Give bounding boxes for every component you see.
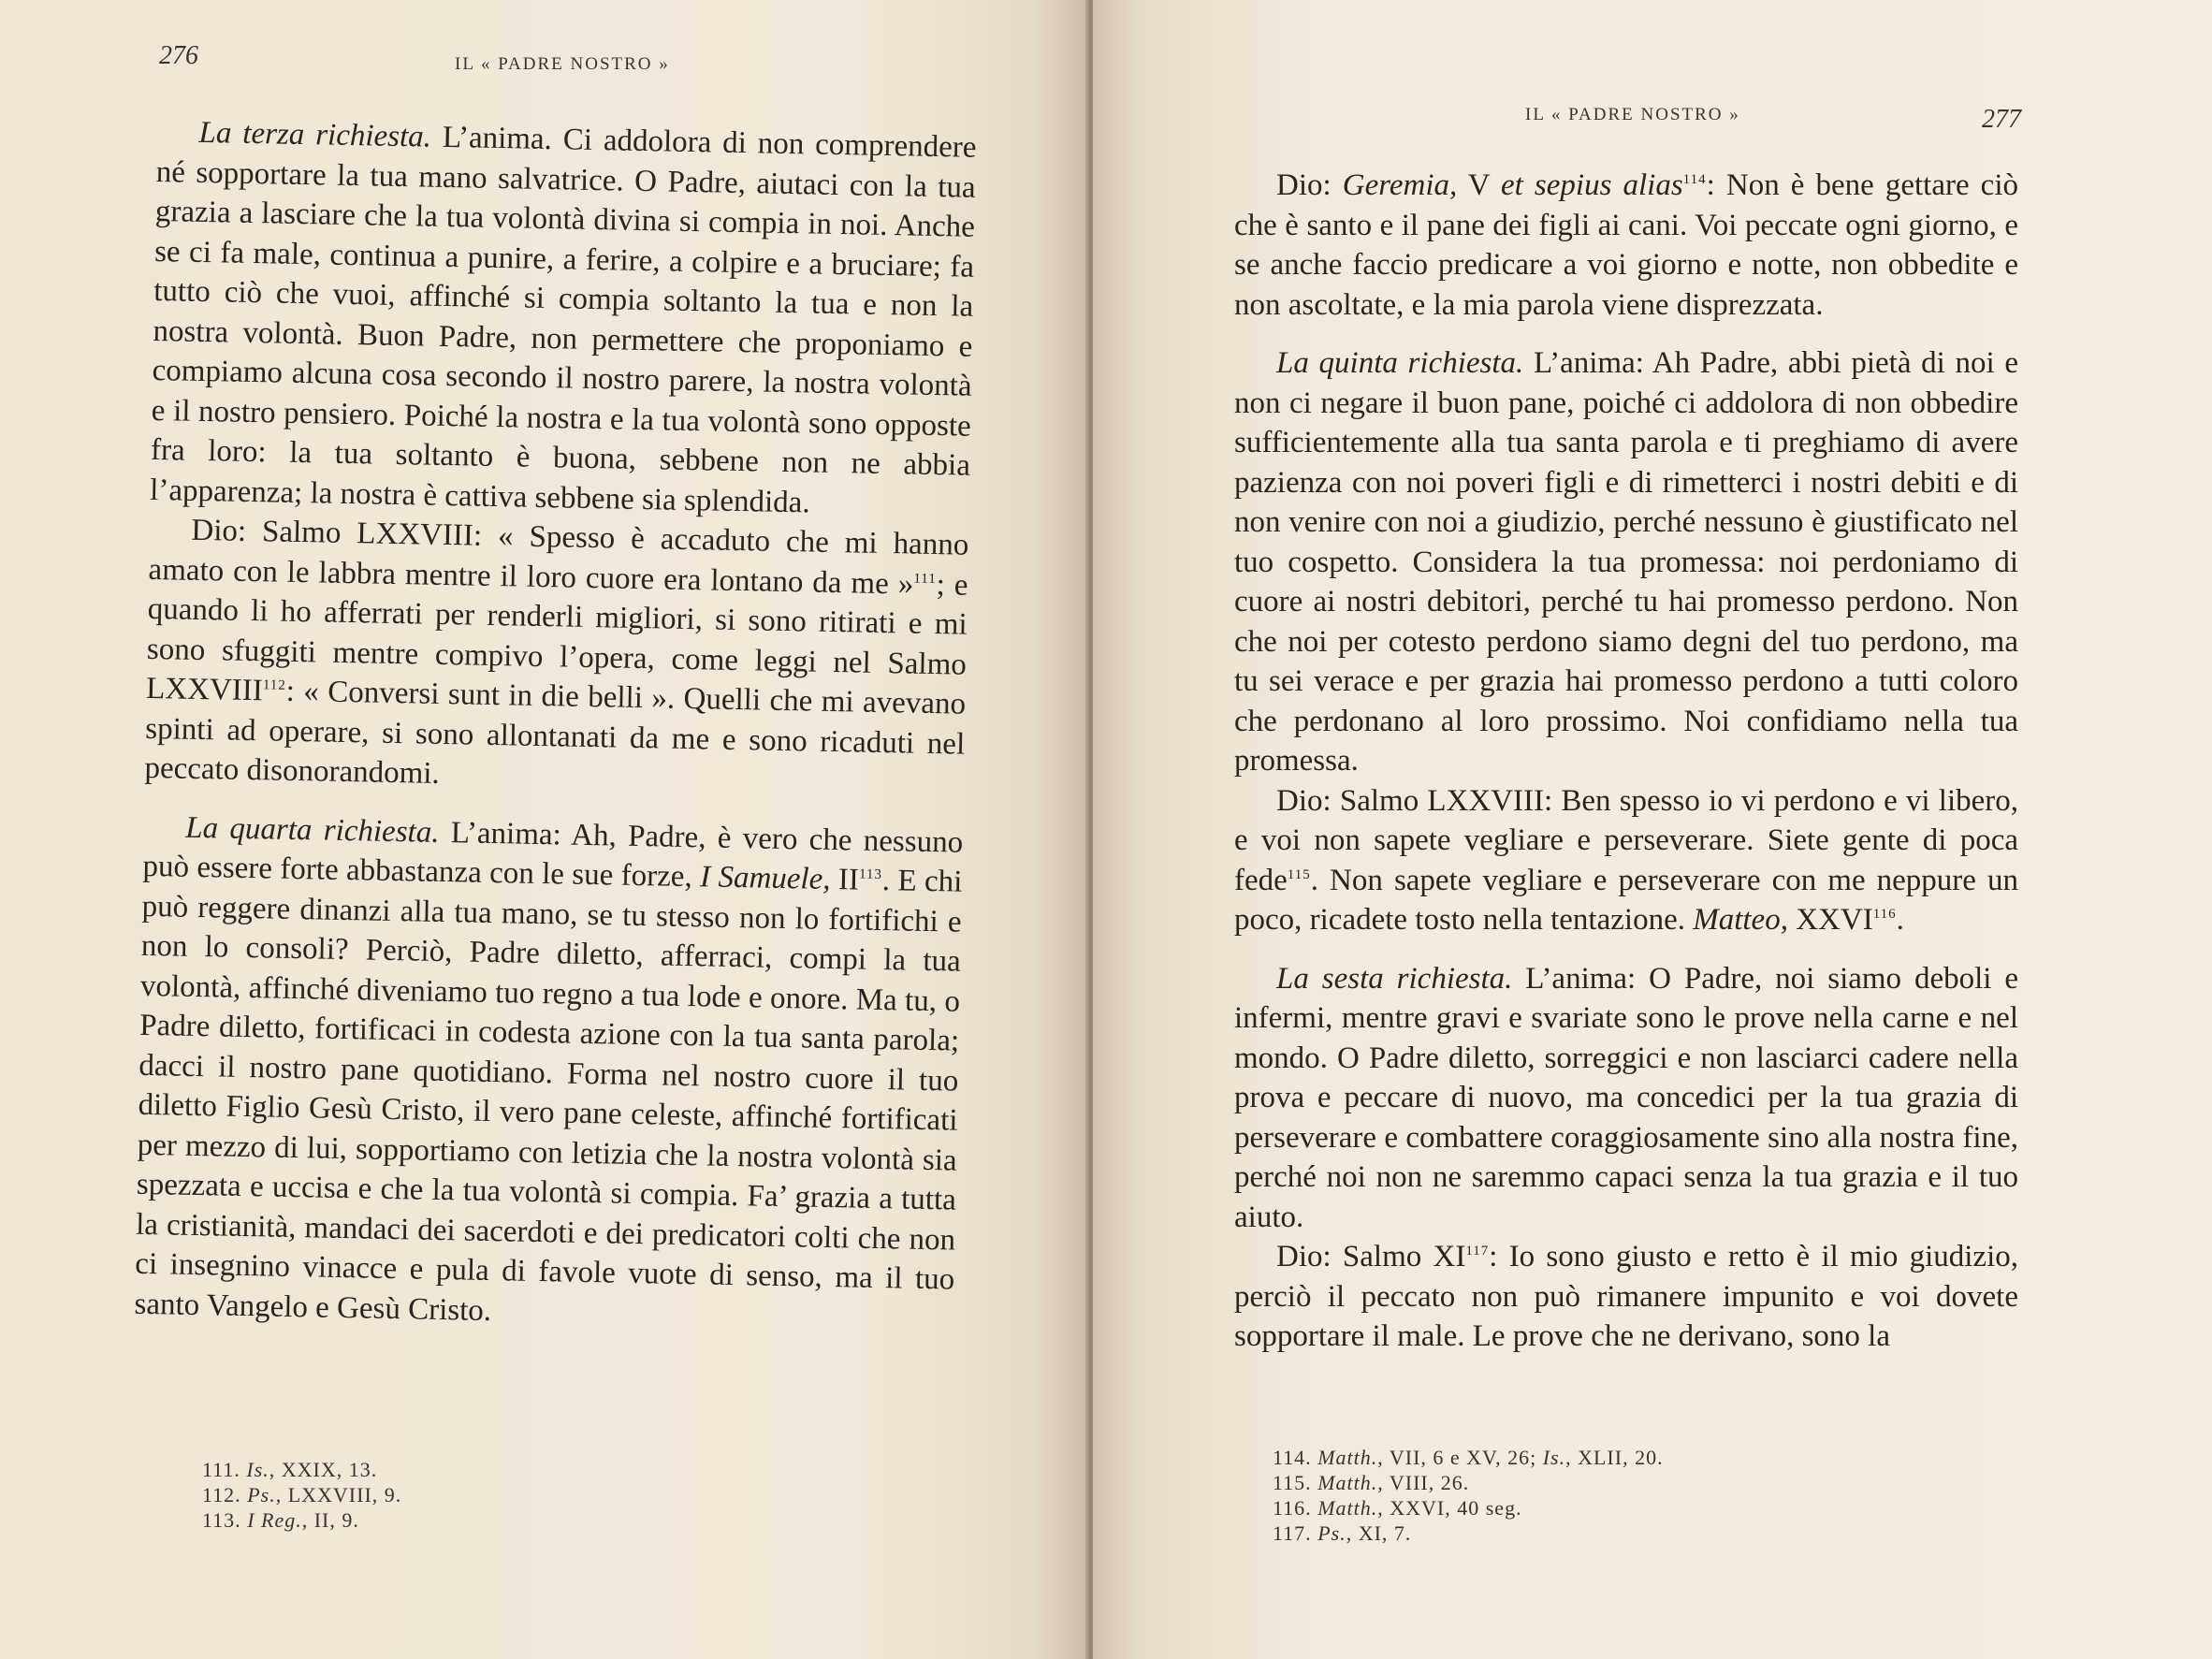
footnote-ref[interactable]: 112 [262, 677, 286, 693]
footnote-ref[interactable]: 114 [1682, 172, 1707, 187]
footnote-ref[interactable]: 111 [913, 571, 937, 587]
section-lead: La sesta richiesta. [1276, 961, 1513, 996]
page-number: 276 [159, 41, 198, 70]
footnote: 114. Matth., VII, 6 e XV, 26; Is., XLII, 20. [1273, 1446, 1664, 1469]
paragraph: La terza richiesta. L’anima. Ci addolora di non comprendere né sopportare la tua mano salvatrice. O Padre, aiutaci con la tua grazia a lasciare che la tua volontà divina si compia in noi. Anche se ci fa male, continua a punire, a ferire, a colpire e a bruciare; fa tutto ciò che vuoi, affinché si compia soltanto la tua e non la nostra volontà. Buon Padre, non permettere che proponiamo e compiamo alcuna cosa secondo il nostro parere, la nostra volontà e il nostro pensiero. Poiché la nostra e la tua volontà sono opposte fra loro: la tua soltanto è buona, sebbene non ne abbia l’apparenza; la nostra è cattiva sebbene sia splendida. [149, 115, 977, 519]
section-lead: La terza richiesta. [198, 115, 432, 154]
footnotes [202, 1457, 401, 1533]
body-text [134, 112, 977, 1340]
footnote: 111. Is., XXIX, 13. [202, 1458, 378, 1481]
footnote-ref[interactable]: 113 [858, 866, 883, 883]
footnote: 115. Matth., VIII, 26. [1273, 1471, 1470, 1494]
footnotes [1273, 1445, 1664, 1546]
running-head: IL « PADRE NOSTRO » [1525, 105, 1740, 124]
footnote-ref[interactable]: 115 [1287, 866, 1311, 882]
page-number: 277 [1982, 105, 2021, 134]
left-page [0, 0, 1089, 1659]
footnote: 116. Matth., XXVI, 40 seg. [1273, 1496, 1522, 1520]
footnote: 117. Ps., XI, 7. [1273, 1521, 1412, 1545]
paragraph: La quarta richiesta. L’anima: Ah, Padre, è vero che nessuno può essere forte abbastanza con le sue forze, I Samuele, II$^{113}$. E chi può reggere dinanzi alla tua mano, se tu stesso non lo fortifichi e non lo consoli? Perciò, Padre diletto, afferraci, compi la tua volontà, affinché diveniamo tuo regno a tua lode e onore. Ma tu, o Padre diletto, fortificaci in codesta azione con la tua santa parola; dacci il nostro pane quotidiano. Forma nel nostro cuore il tuo diletto Figlio Gesù Cristo, il vero pane celeste, affinché fortificati per mezzo di lui, sopportiamo con letizia che la nostra volontà sia spezzata e uccisa e che la tua volontà si compia. Fa’ grazia a tutta la cristianità, mandaci dei sacerdoti e dei predicatori colti che non ci insegnino vinacce e pula di favole vuote di senso, ma il tuo santo Vangelo e Gesù Cristo. [134, 810, 964, 1328]
footnote-ref[interactable]: 116 [1872, 907, 1897, 922]
footnote: 113. I Reg., II, 9. [202, 1508, 359, 1532]
paragraph: La sesta richiesta. L’anima: O Padre, noi siamo deboli e infermi, mentre gravi e svariate sono le prove nella carne e nel mondo. O Padre diletto, sorreggici e non lasciarci cadere nella prova e peccare di nuovo, ma concedici per la tua grazia di perseverare e combattere coraggiosamente sino alla nostra fine, perché noi non ne saremmo capaci senza la tua grazia e il tuo aiuto. [1234, 961, 2018, 1234]
section-lead: La quarta richiesta. [184, 810, 440, 850]
paragraph: Dio: Salmo LXXVIII: Ben spesso io vi perdono e vi libero, e voi non sapete vegliare e perseverare. Siete gente di poca fede$^{115}$. Non sapete vegliare e perseverare con me neppure un poco, ricadete tosto nella tentazione. Matteo, XXVI$^{116}$. [1234, 783, 2018, 937]
paragraph: Dio: Salmo XI$^{117}$: Io sono giusto e retto è il mio giudizio, perciò il peccato non può rimanere impunito e voi dovete sopportare il male. Le prove che ne derivano, sono la [1234, 1240, 2019, 1353]
footnote-ref[interactable]: 117 [1465, 1244, 1490, 1259]
body-text [1234, 166, 2018, 1357]
paragraph: Dio: Salmo LXXVIII: « Spesso è accaduto che mi hanno amato con le labbra mentre il loro cuore era lontano da me »$^{111}$; e quando li ho afferrati per renderli migliori, si sono ritirati e mi sono sfuggiti mentre compivo l’opera, come leggi nel Salmo LXXVIII$^{112}$: « Conversi sunt in die belli ». Quelli che mi avevano spinti ad operare, si sono allontanati da me e sono ricaduti nel peccato disonorandomi. [144, 513, 969, 791]
footnote: 112. Ps., LXXVIII, 9. [202, 1483, 402, 1506]
paragraph: La quinta richiesta. L’anima: Ah Padre, abbi pietà di noi e non ci negare il buon pane, poiché ci addolora di non obbedire sufficientemente alla tua santa parola e ti preghiamo di avere pazienza con noi poveri figli e di rimetterci i nostri debiti e di non venire con noi a giudizio, perché nessuno è giustificato nel tuo cospetto. Considera la tua promessa: noi perdoniamo di cuore ai nostri debitori, perché tu hai promesso perdono. Non che noi per cotesto perdono siamo degni del tuo perdono, ma tu sei verace e per grazia hai promesso perdono a tutti coloro che perdonano al loro prossimo. Noi confidiamo nella tua promessa. [1234, 346, 2018, 778]
right-page [1093, 0, 2212, 1659]
section-lead: La quinta richiesta. [1276, 346, 1524, 380]
running-head: IL « PADRE NOSTRO » [455, 54, 670, 74]
paragraph: Dio: Geremia, V et sepius alias$^{114}$: Non è bene gettare ciò che è santo e il pane dei figli ai cani. Voi peccate ogni giorno, e se anche faccio predicare a voi giorno e notte, non obbedite e non ascoltate, e la mia parola viene disprezzata. [1234, 168, 2018, 322]
